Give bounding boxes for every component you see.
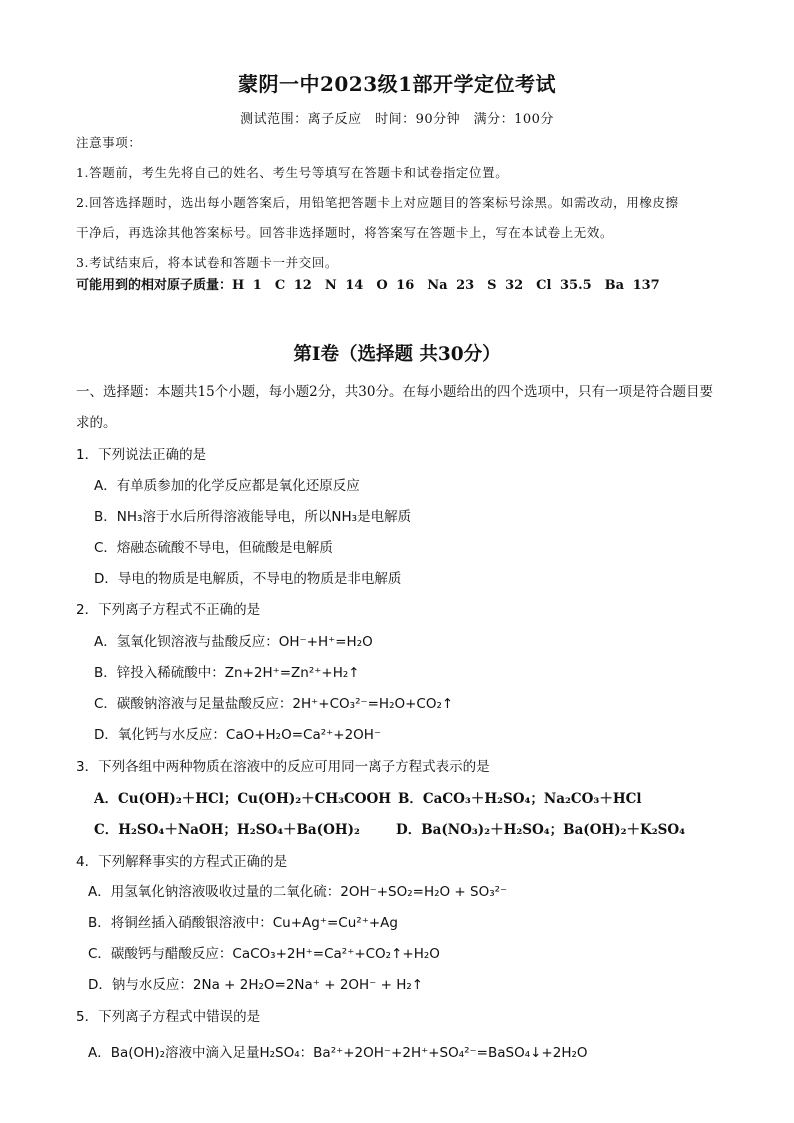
q3-option-b: B．CaCO₃＋H₂SO₄；Na₂CO₃＋HCl [398,791,642,807]
notice-heading: 注意事项： [76,135,142,150]
q2-option-c: C．碳酸钠溶液与足量盐酸反应：2H⁺+CO₃²⁻=H₂O+CO₂↑ [94,696,454,712]
notice-item-3: 3.考试结束后，将本试卷和答题卡一并交回。 [76,255,339,270]
q1-stem: 1．下列说法正确的是 [76,447,207,463]
notice-item-2a: 2.回答选择题时，选出每小题答案后，用铅笔把答题卡上对应题目的答案标号涂黑。如需改动，用橡皮擦 [76,195,679,210]
notice-item-1: 1.答题前，考生先将自己的姓名、考生号等填写在答题卡和试卷指定位置。 [76,165,509,180]
q4-option-a: A．用氢氧化钠溶液吸收过量的二氧化硫：2OH⁻+SO₂=H₂O + SO₃²⁻ [88,884,508,900]
q1-option-d: D．导电的物质是电解质，不导电的物质是非电解质 [94,571,402,587]
q2-stem: 2．下列离子方程式不正确的是 [76,602,261,618]
q4-stem: 4．下列解释事实的方程式正确的是 [76,854,288,870]
q1-option-c: C．熔融态硫酸不导电，但硫酸是电解质 [94,540,333,556]
q1-option-a: A．有单质参加的化学反应都是氧化还原反应 [94,478,360,494]
q2-option-b: B．锌投入稀硫酸中：Zn+2H⁺=Zn²⁺+H₂↑ [94,665,360,681]
section-intro: 一、选择题：本题共15个小题，每小题2分，共30分。在每小题给出的四个选项中，只有一项是符合题目要求的。 [76,384,713,431]
q5-stem: 5．下列离子方程式中错误的是 [76,1009,261,1025]
section-title: 第Ⅰ卷（选择题 共30分） [293,344,501,365]
exam-title: 蒙阴一中2023级1部开学定位考试 [237,72,557,96]
q2-option-a: A．氢氧化钡溶液与盐酸反应：OH⁻+H⁺=H₂O [94,634,373,650]
q2-option-d: D．氧化钙与水反应：CaO+H₂O=Ca²⁺+2OH⁻ [94,727,382,743]
notice-item-2b: 干净后，再选涂其他答案标号。回答非选择题时，将答案写在答题卡上，写在本试卷上无效。 [76,225,614,240]
exam-subtitle: 测试范围：离子反应 时间：90分钟 满分：100分 [240,112,554,127]
notice-block [76,128,726,278]
q4-option-b: B．将铜丝插入硝酸银溶液中：Cu+Ag⁺=Cu²⁺+Ag [88,915,398,931]
q4-option-c: C．碳酸钙与醋酸反应：CaCO₃+2H⁺=Ca²⁺+CO₂↑+H₂O [88,946,440,962]
q4-option-d: D．钠与水反应：2Na + 2H₂O=2Na⁺ + 2OH⁻ + H₂↑ [88,977,424,993]
q3-option-a: A．Cu(OH)₂＋HCl；Cu(OH)₂＋CH₃COOH [94,791,392,807]
q1-option-b: B．NH₃溶于水后所得溶液能导电，所以NH₃是电解质 [94,509,412,525]
q3-option-c: C．H₂SO₄＋NaOH；H₂SO₄＋Ba(OH)₂ [94,822,360,838]
q3-stem: 3．下列各组中两种物质在溶液中的反应可用同一离子方程式表示的是 [76,759,490,775]
atomic-masses: 可能用到的相对原子质量：H 1 C 12 N 14 O 16 Na 23 S 32 Cl 35.5 Ba 137 [76,278,660,293]
q5-option-a: A．Ba(OH)₂溶液中滴入足量H₂SO₄：Ba²⁺+2OH⁻+2H⁺+SO₄²⁻=BaSO₄↓+2H₂O [88,1045,588,1061]
q3-option-d: D．Ba(NO₃)₂＋H₂SO₄；Ba(OH)₂＋K₂SO₄ [396,822,686,838]
